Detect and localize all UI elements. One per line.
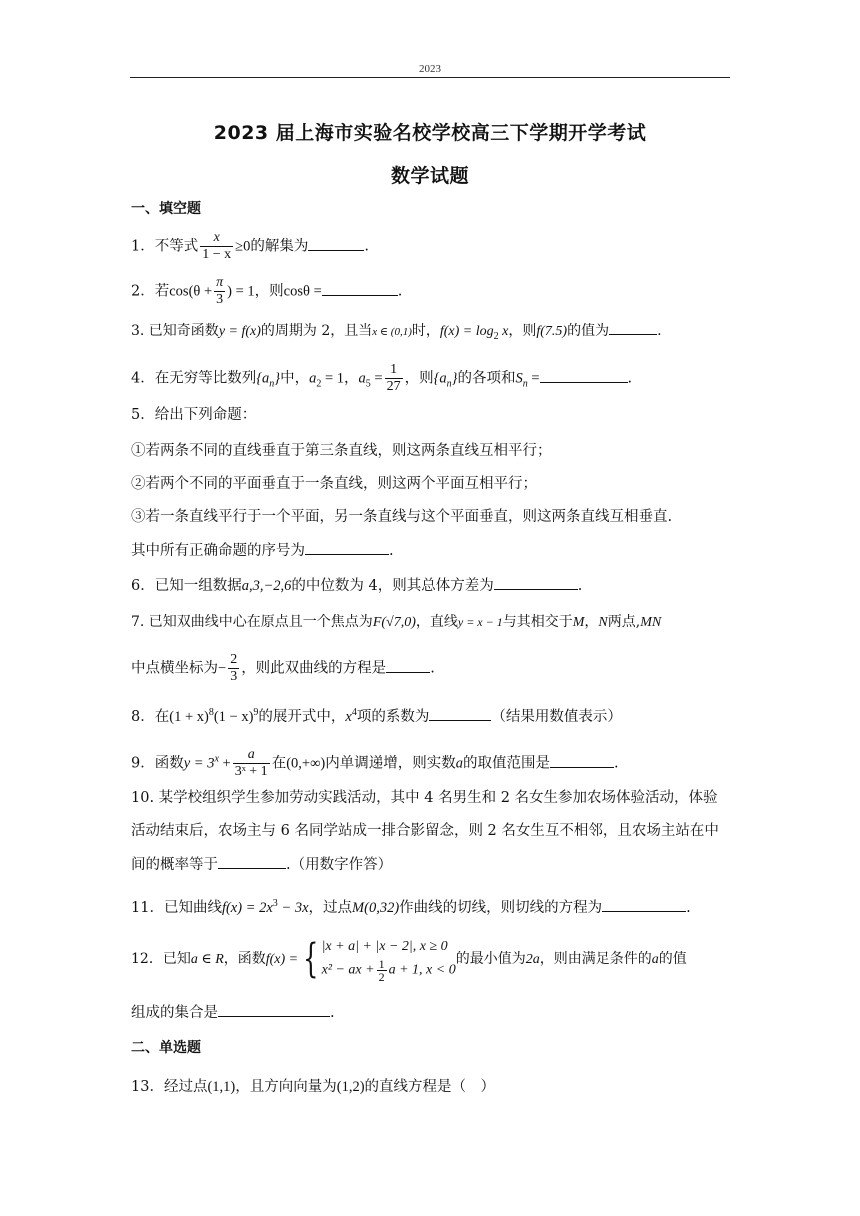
question-1: 1．不等式 $\frac{x}{1 - x}$ ≥0的解集为 . — [131, 230, 369, 262]
question-2: 2．若cos(θ + $\frac{\pi}{3}$ ) = 1，则cosθ = . — [131, 275, 403, 307]
proposition-2: ②若两个不同的平面垂直于一条直线，则这两个平面互相平行； — [131, 476, 537, 492]
answer-blank[interactable] — [218, 854, 286, 869]
exam-title: 2023 届上海市实验名校学校高三下学期开学考试 — [213, 122, 647, 144]
fraction: $\frac{\pi}{3}$ — [216, 275, 224, 307]
answer-blank[interactable] — [550, 753, 614, 768]
question-8: 8．在$(1 + x)^8(1 - x)^9$的展开式中，$x^4$项的系数为 （结果用数值表示） — [131, 707, 622, 725]
exam-subtitle: 数学试题 — [390, 165, 469, 187]
question-6: 6．已知一组数据a,3,−2,6的中位数为 4，则其总体方差为 . — [131, 575, 731, 596]
answer-blank[interactable] — [305, 540, 389, 555]
piecewise-cases: |x + a| + |x − 2|, x ≥ 0 x² − ax + $\frac{1}{2}$ a + 1, x < 0 — [321, 938, 456, 984]
answer-blank[interactable] — [308, 236, 364, 251]
question-7-line-1: 7. 已知双曲线中心在原点且一个焦点为F(√7,0)，直线y = x − 1与其相交于M，N两点,MN — [131, 614, 662, 630]
page-header-year: 2023 — [419, 63, 441, 75]
fraction: $\frac{2}{3}$ — [230, 652, 238, 684]
question-5-ask: 其中所有正确命题的序号为 . — [131, 540, 731, 561]
question-11: 11．已知曲线$f(x) = 2x^3 - 3x$，过点M(0,32)作曲线的切线，则切线的方程为 . — [131, 898, 691, 916]
answer-blank[interactable] — [494, 575, 578, 590]
answer-blank[interactable] — [322, 281, 398, 296]
answer-blank[interactable] — [609, 320, 657, 335]
header-divider — [130, 77, 730, 78]
answer-blank[interactable] — [602, 897, 686, 912]
answer-blank[interactable] — [429, 706, 491, 721]
proposition-3: ③若一条直线平行于一个平面，另一条直线与这个平面垂直，则这两条直线互相垂直. — [131, 509, 673, 525]
question-12-line-2: 组成的集合是 . — [131, 1002, 731, 1023]
question-4: 4．在无穷等比数列$\{a_n\}$中，$a_2 = 1$，$a_5$ = $\frac{1}{27}$ ，则$\{a_n\}$的各项和$S_n$ = . — [131, 362, 633, 394]
question-7-line-2: 中点横坐标为− $\frac{2}{3}$ ，则此双曲线的方程是 . — [131, 652, 435, 684]
fraction: $\frac{1}{27}$ — [386, 362, 401, 394]
question-10-line-1: 10. 某学校组织学生参加劳动实践活动，其中 4 名男生和 2 名女生参加农场体验活动，体验 — [131, 790, 718, 806]
question-10-line-2: 活动结束后，农场主与 6 名同学站成一排合影留念，则 2 名女生互不相邻，且农场主站在中 — [131, 823, 719, 839]
question-10-line-3: 间的概率等于 .（用数字作答） — [131, 854, 731, 875]
question-12-line-1: 12．已知a ∈ R，函数f(x) = { |x + a| + |x − 2|, x ≥ 0 x² − ax + $\frac{1}{2}$ a + 1, x < 0 的最小值为2a，则由满足条件的a的值 — [131, 936, 687, 984]
fraction: $\frac{a}{\text{3ˣ + 1}}$ — [234, 747, 268, 779]
left-brace: { — [303, 936, 319, 982]
answer-blank[interactable] — [540, 368, 628, 383]
section-fill-in: 一、填空题 — [131, 201, 201, 217]
question-3: 3. 已知奇函数y = f(x)的周期为 2，且当x ∈ (0,1)时，$f(x) = \log_2 x$，则f(7.5)的值为 . — [131, 320, 731, 347]
fraction: $\frac{1}{2}$ — [378, 956, 385, 984]
question-9: 9．函数$y = 3^x$ + $\frac{a}{\text{3ˣ + 1}}$ 在(0,+∞)内单调递增，则实数a的取值范围是 . — [131, 747, 619, 779]
question-13: 13．经过点(1,1)，且方向向量为(1,2)的直线方程是（ ） — [131, 1079, 496, 1095]
answer-blank[interactable] — [386, 658, 430, 673]
proposition-1: ①若两条不同的直线垂直于第三条直线，则这两条直线互相平行； — [131, 443, 552, 459]
section-single-choice: 二、单选题 — [131, 1040, 201, 1056]
answer-blank[interactable] — [218, 1002, 330, 1017]
fraction: $\frac{x}{1 - x}$ — [202, 230, 232, 262]
question-5-intro: 5．给出下列命题： — [131, 407, 257, 423]
